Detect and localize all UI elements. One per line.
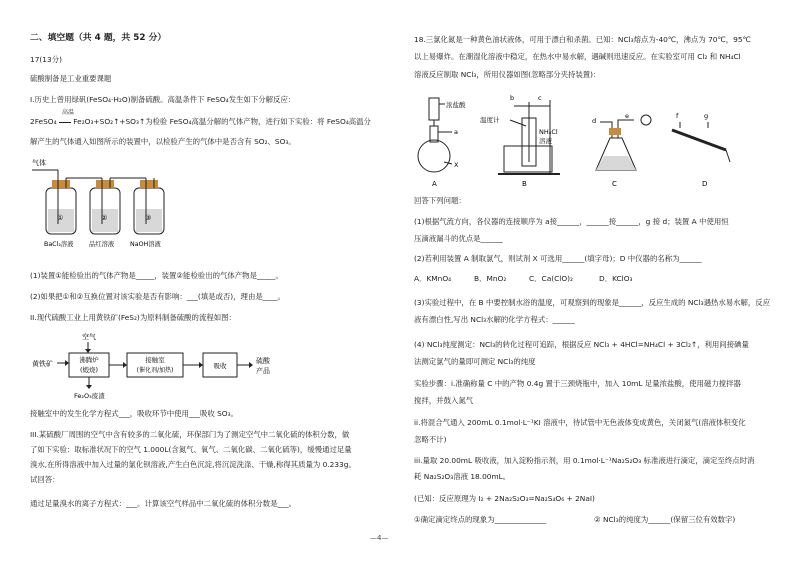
q18-line2: 以上易爆炸。在潮湿化溶液中稳定，在热水中易水解，遇碱则迅速反应。在实验室可用 Cl₂ 和 NH₄Cl [414, 52, 741, 61]
furnace-label: 沸腾炉 [79, 356, 99, 364]
gas-label: 气体 [32, 159, 46, 167]
apparatus-a [418, 98, 466, 188]
port-d-label: d [592, 117, 597, 125]
thermometer-label: 温度计 [480, 116, 500, 124]
bottle-3-stopper [140, 180, 158, 188]
contact-sublabel: (催化剂/加热) [136, 367, 174, 374]
known-reaction: (已知：反应原理为 I₂ + 2Na₂S₂O₃=Na₂S₄O₆ + 2NaI) [414, 494, 595, 503]
steps-line1: 实验步骤：i.准确称量 C 中的产物 0.4g 置于三颈烧瓶中，加入 10mL 足量浓盐酸，使用磁力搅拌器 [414, 379, 741, 388]
q17-number: 17(13分) [30, 55, 62, 64]
solution-sublabel: 溶液 [539, 137, 552, 145]
left-column [30, 0, 382, 564]
solution-3-label: NaOH溶液 [130, 241, 161, 248]
final-q2: ② NCl₃的纯度为______(保留三位有效数字) [594, 515, 736, 524]
option-d: D．KClO₃ [599, 274, 633, 283]
q18-q1-line2: 压滴液漏斗的优点是______ [414, 234, 503, 243]
q17-eq-continued: 解产生的气体通入如图所示的装置中，以检验产生的气体中是否含有 SO₂、SO₃。 [30, 137, 296, 146]
bottle-2-stopper [96, 180, 114, 188]
furnace-sublabel: (煅烧) [79, 366, 99, 374]
waste-label: Fe₂O₃废渣 [74, 392, 105, 400]
option-c: C．Ca(ClO)₂ [529, 274, 574, 283]
apparatus-c-label: C [612, 180, 617, 188]
answer-intro: 回答下列问题： [414, 196, 466, 205]
q18-line1: 18.三氯化氮是一种黄色油状液体，可用于漂白和杀菌。已知：NCl₃熔点为-40℃，沸点为 70℃，95℃ [414, 35, 751, 44]
right-column [414, 0, 786, 564]
port-g-label: g [704, 112, 709, 120]
q17-question-2: (2)如果把①和②互换位置对该实验是否有影响：___(填是或否)，理由是____。 [30, 292, 285, 301]
port-b-label: b [510, 94, 515, 102]
flask-stopper [609, 128, 621, 135]
port-c-label: c [538, 94, 542, 102]
eq-arrow [59, 122, 71, 123]
absorb-label: 吸收 [213, 362, 227, 370]
ore-label: 黄铁矿 [32, 360, 53, 368]
q17-part3-line3: 溴水,在所得溶液中加入过量的氯化钡溶液,产生白色沉淀,将沉淀洗涤、干燥,称得其质量为 0.233g。 [30, 460, 356, 469]
air-label: 空气 [82, 333, 96, 341]
q18-q3-line2: 液有漂白性,写出 NCl₃水解的化学方程式：______ [414, 315, 575, 324]
apparatus-b-label: B [522, 180, 527, 188]
water-bath [504, 146, 552, 172]
option-a: A．KMnO₄ [414, 274, 452, 283]
q17-question-3: 接触室中的发生化学方程式___，吸收环节中使用___吸收 SO₃。 [30, 409, 238, 418]
product-label: 硫酸 [256, 357, 270, 365]
q18-q4-line2: 法测定氯气的量即可测定 NCl₃的纯度 [414, 357, 536, 366]
apparatus-d-label: D [702, 180, 708, 188]
step2-line2: 忽略不计) [414, 435, 447, 444]
apparatus-c [592, 112, 651, 188]
q17-part3-line2: 了如下实验：取标准状况下的空气 1.000L(含氮气、氧气、二氧化碳、二氧化硫等)，缓慢通过足量 [30, 445, 352, 454]
acid-label: 浓盐酸 [446, 101, 466, 109]
q18-q3-line1: (3)实验过程中，在 B 中要控制水浴的温度，可观察到的现象是______，反应生成的 NCl₃遇热水易水解，反应 [414, 298, 771, 307]
step3-line1: iii.量取 20.00mL 吸收液，加入淀粉指示剂，用 0.1mol·L⁻¹Na₂S₂O₃ 标准液进行滴定，滴定至终点时消 [414, 456, 755, 465]
q17-part3-line1: III.某硫酸厂周围的空气中含有较多的二氧化硫，环保部门为了测定空气中二氧化硫的体积分数，做 [30, 430, 350, 439]
step3-line2: 耗 Na₂S₂O₃溶液 18.00mL。 [414, 472, 511, 481]
final-q1: ①确定滴定终点的现象为______________ [414, 515, 547, 524]
bottle-2 [90, 178, 136, 234]
apparatus-b [480, 94, 560, 188]
q18-q4-line1: (4) NCl₃纯度测定：NCl₃的转化过程可追踪，根据反应 NCl₃ + 4HCl=NH₄Cl + 3Cl₂↑，利用间接碘量 [414, 340, 749, 349]
eq-condition: 高温 [62, 109, 75, 116]
q17-part1-intro: I.历史上曾用绿矾(FeSO₄·H₂O)制备硫酸。高温条件下 FeSO₄发生如下分解反应： [30, 95, 296, 104]
dropping-funnel [429, 98, 439, 120]
bottle-1-stopper [52, 180, 70, 188]
product-sublabel: 产品 [256, 367, 270, 375]
option-b: B．MnO₂ [474, 274, 507, 283]
q18-q1-line1: (1)根据气流方向，各仪器的连接顺序为 a接______，______接______，g 接 d；装置 A 中使用恒 [414, 217, 729, 226]
solution-1-label: BaCl₂溶液 [44, 241, 74, 248]
eq-left: 2FeSO₄ [30, 117, 57, 126]
bottle-1-number: ① [57, 214, 64, 222]
q18-line3: 溶液反应制取 NCl₃，所用仪器如图(忽略部分夹持装置)： [414, 70, 601, 79]
steps-line2: 搅拌，并鼓入氮气 [414, 396, 474, 405]
q18-q2-line1: (2)若利用装置 A 制取氯气，则试剂 X 可选用______(填字母)；D 中仪器的名称为______ [414, 254, 702, 263]
port-f-label: f [676, 112, 679, 120]
bottle-1 [46, 170, 92, 234]
page-number: —4— [370, 534, 389, 542]
port-e-label: e [625, 112, 629, 120]
q17-part3-line4: 试回答： [30, 475, 60, 484]
wash-bottles-figure [30, 154, 190, 254]
q17-question-1: (1)装置①能检验出的气体产物是_____，装置②能检验出的气体产物是_____。 [30, 271, 283, 280]
apparatus-d [672, 112, 730, 188]
apparatus-a-label: A [432, 180, 437, 188]
condenser [672, 130, 726, 150]
q17-equation [30, 117, 382, 127]
flask-liquid [596, 156, 636, 170]
step2-line1: ii.将混合气通入 200mL 0.1mol·L⁻¹KI 溶液中，待试管中无色液体变成黄色，关闭氮气(溶液体积变化 [414, 418, 746, 427]
section-heading: 二、填空题（共 4 题，共 52 分） [30, 33, 167, 43]
q17-part3-question: 通过足量溴水的离子方程式：___。计算该空气样品中二氧化硫的体积分数是___。 [30, 499, 297, 508]
bottle-3-number: ③ [145, 214, 152, 222]
contact-label: 接触室 [145, 356, 165, 364]
apparatus-figure [414, 82, 786, 190]
q17-title: 硫酸制备是工业重要课题 [30, 74, 112, 83]
eq-right: Fe₂O₃+SO₂↑+SO₃↑为检验 FeSO₄高温分解的气体产物，进行如下实验：将 FeSO₄高温分 [73, 117, 371, 126]
port-a-label: a [454, 128, 458, 136]
solution-2-label: 品红溶液 [89, 241, 115, 248]
reagent-x-label: X [454, 161, 459, 169]
solution-label: NH₄Cl [539, 128, 558, 136]
bottle-3 [134, 178, 164, 234]
bottle-2-number: ② [101, 214, 108, 222]
q17-part2-intro: II.现代硫酸工业上用黄铁矿(FeS₂)为原料制备硫酸的流程如图： [30, 313, 236, 322]
flowchart-figure [30, 330, 310, 408]
